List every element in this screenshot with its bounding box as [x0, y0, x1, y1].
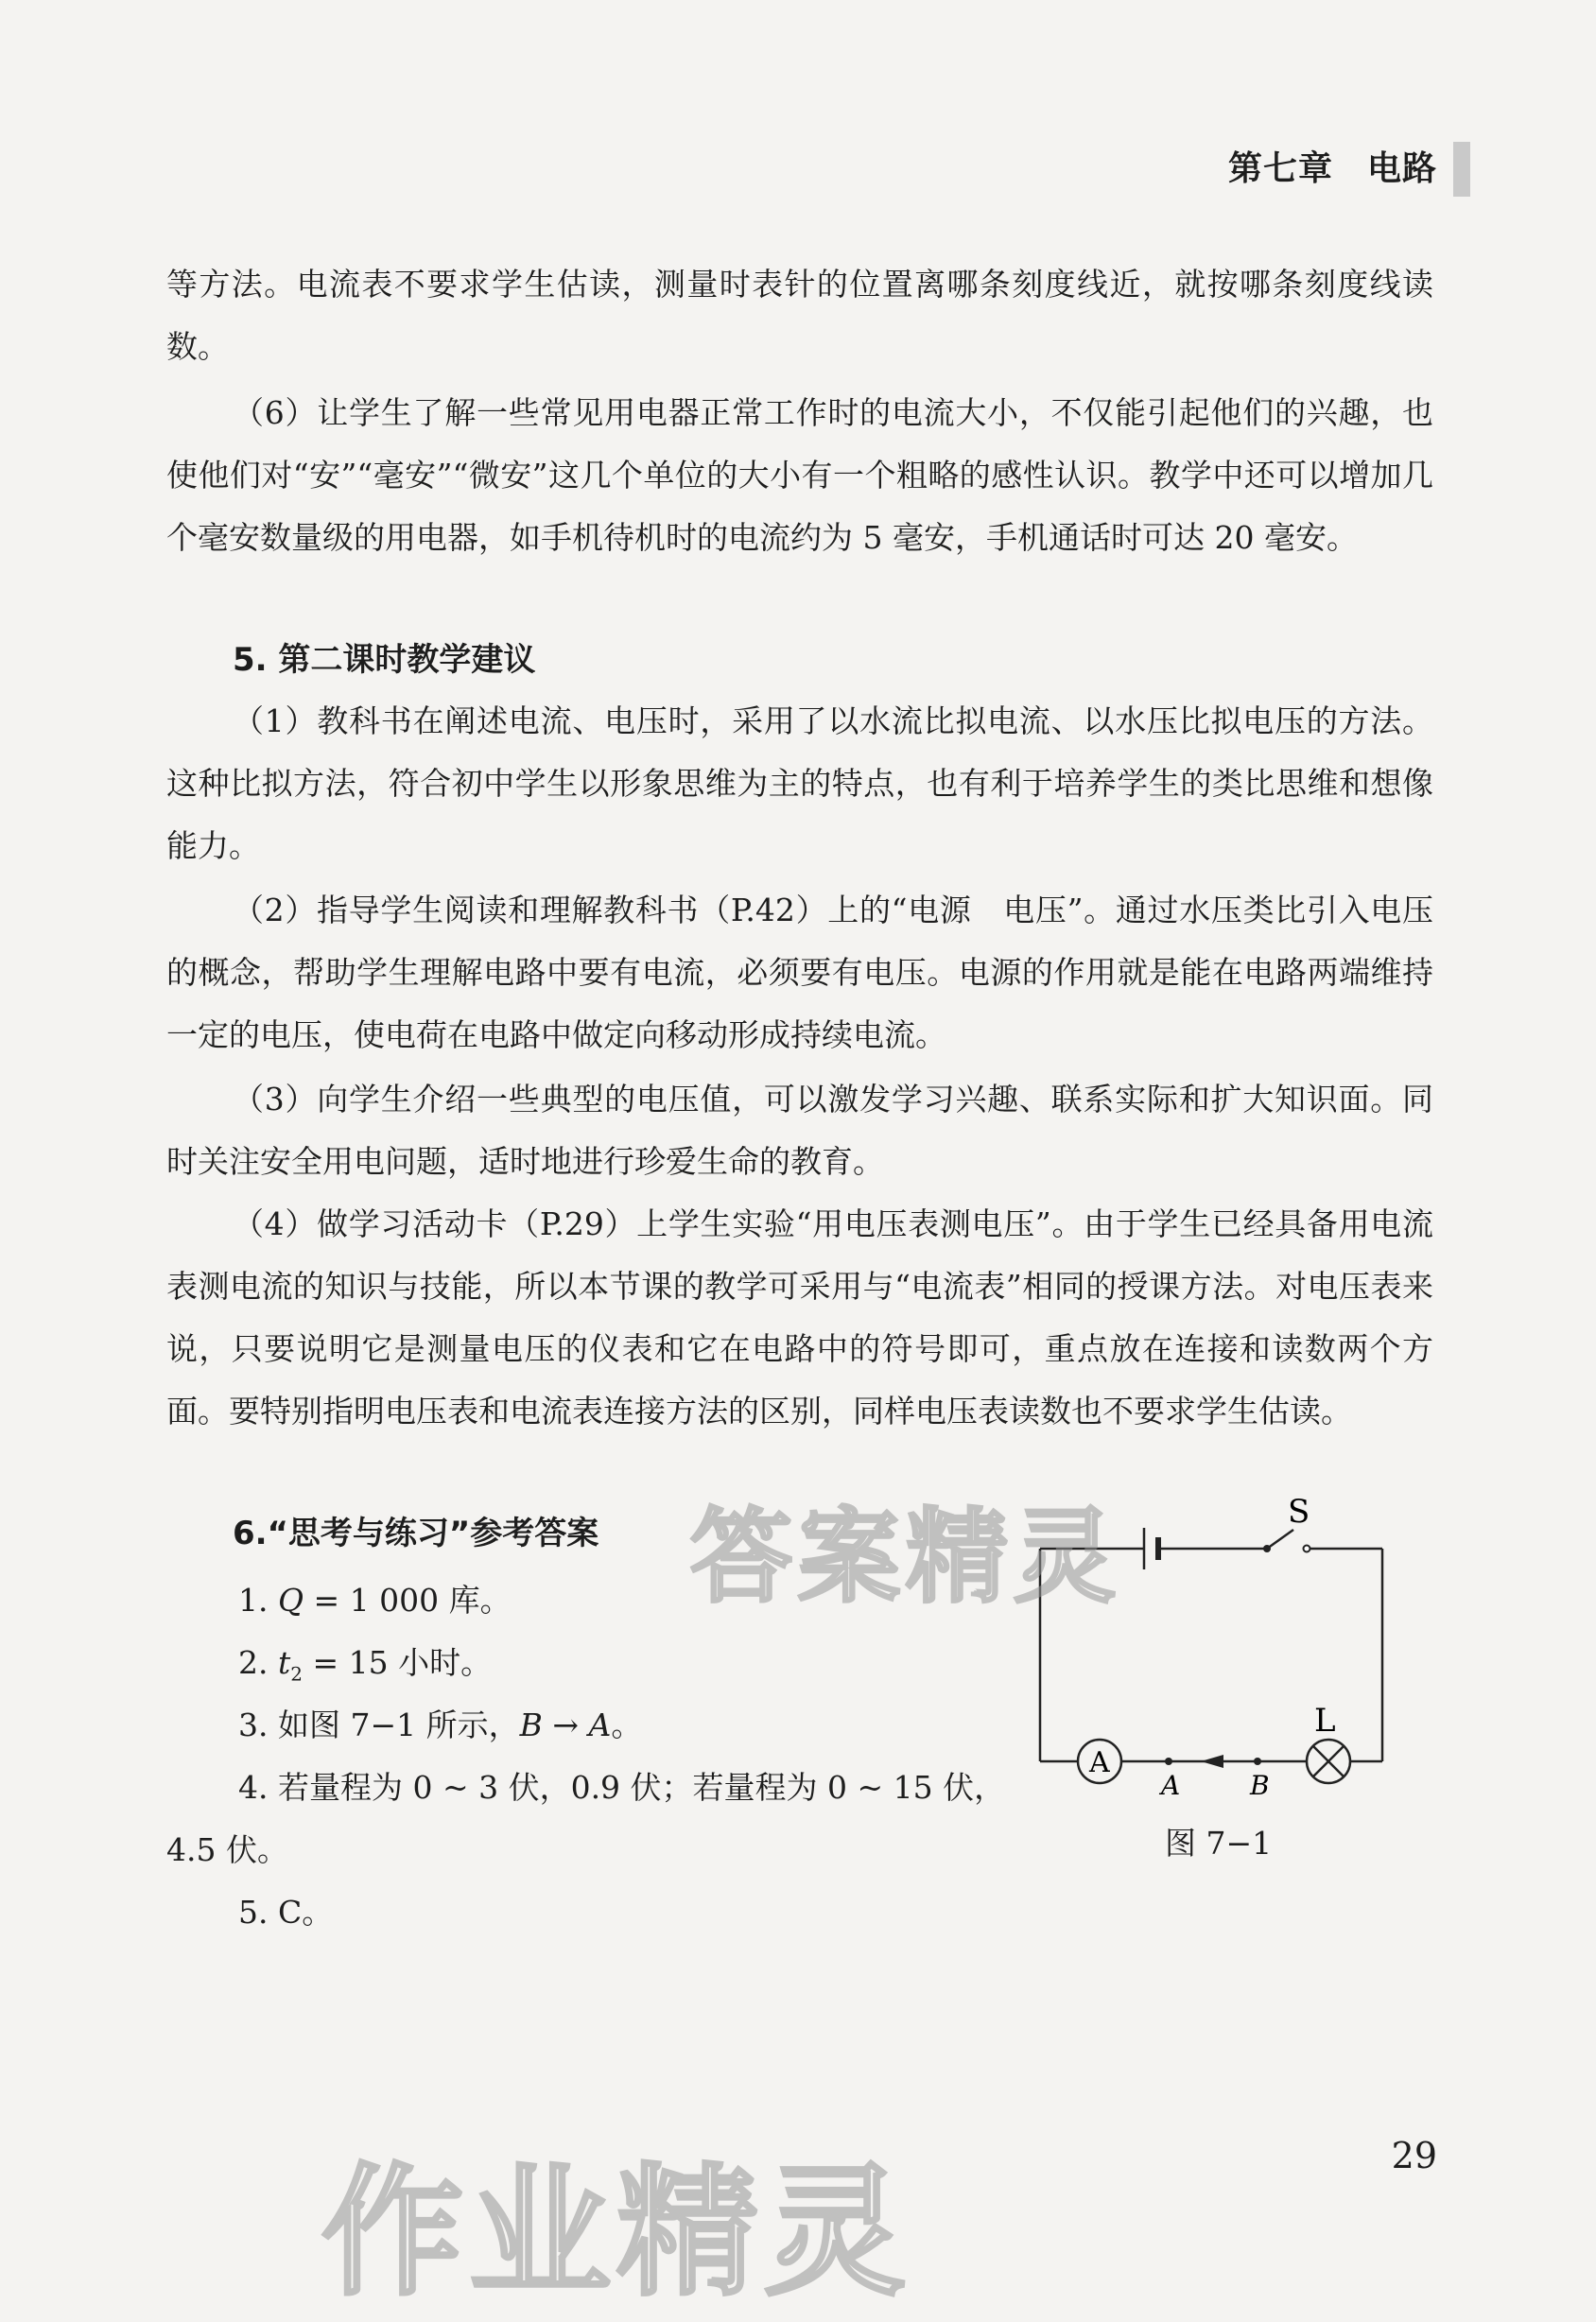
- ammeter-label: A: [1089, 1746, 1110, 1779]
- watermark-bottom: 作业精灵: [321, 2151, 912, 2315]
- switch-contact: [1304, 1546, 1310, 1552]
- lamp-label: L: [1314, 1702, 1336, 1740]
- page-number: 29: [1391, 2135, 1437, 2176]
- chapter-title: 电路: [1366, 149, 1437, 188]
- switch-blade: [1267, 1530, 1293, 1549]
- header-tab-bar: [1453, 142, 1470, 197]
- watermark-top: 答案精灵: [690, 1499, 1122, 1617]
- chapter-header: [1228, 142, 1437, 190]
- paragraph-item-6: （6）让学生了解一些常见用电器正常工作时的电流大小，不仅能引起他们的兴趣，也使他们对“安”“毫安”“微安”这几个单位的大小有一个粗略的感性认识。教学中还可以增加几个毫安数量级的用电器，如手机待机时的电流约为 5 毫安，手机通话时可达 20 毫安。: [166, 394, 1433, 556]
- switch-label: S: [1288, 1493, 1310, 1531]
- section-heading-5: 5. 第二课时教学建议: [233, 641, 536, 679]
- paragraph-lesson2-item-4: （4）做学习活动卡（P.29）上学生实验“用电压表测电压”。由于学生已经具备用电流表测电流的知识与技能，所以本节课的教学可采用与“电流表”相同的授课方法。对电压表来说，只要说明它是测量电压的仪表和它在电路中的符号即可，重点放在连接和读数两个方面。要特别指明电压表和电流表连接方法的区别，同样电压表读数也不要求学生估读。: [166, 1205, 1433, 1430]
- answer-1: 1. Q = 1 000 库。: [238, 1582, 512, 1619]
- paragraph-lesson2-item-3: （3）向学生介绍一些典型的电压值，可以激发学习兴趣、联系实际和扩大知识面。同时关注安全用电问题，适时地进行珍爱生命的教育。: [166, 1081, 1433, 1180]
- chapter-number: 第七章: [1227, 149, 1333, 188]
- point-b-label: B: [1250, 1770, 1270, 1801]
- point-a-label: A: [1161, 1770, 1181, 1801]
- section-heading-6: 6.“思考与练习”参考答案: [233, 1515, 599, 1552]
- paragraph-lesson2-item-2: （2）指导学生阅读和理解教科书（P.42）上的“电源 电压”。通过水压类比引入电压的概念，帮助学生理解电路中要有电流，必须要有电压。电源的作用就是能在电路两端维持一定的电压，使电荷在电路中做定向移动形成持续电流。: [166, 892, 1433, 1053]
- answer-4: 4. 若量程为 0 ~ 3 伏，0.9 伏；若量程为 0 ~ 15 伏，4.5 伏。: [166, 1769, 1006, 1868]
- answer-2: 2. $t_2 = 15$ 小时。: [238, 1644, 493, 1686]
- paragraph-continuation: 等方法。电流表不要求学生估读，测量时表针的位置离哪条刻度线近，就按哪条刻度线读数。: [166, 266, 1433, 365]
- point-a-dot: [1165, 1758, 1172, 1765]
- current-arrow: [1201, 1755, 1223, 1768]
- switch-pivot: [1263, 1545, 1271, 1552]
- point-b-dot: [1254, 1758, 1261, 1765]
- answer-5: 5. C。: [238, 1894, 334, 1931]
- figure-caption: 图 7−1: [1165, 1825, 1273, 1862]
- paragraph-lesson2-item-1: （1）教科书在阐述电流、电压时，采用了以水流比拟电流、以水压比拟电压的方法。这种比拟方法，符合初中学生以形象思维为主的特点，也有利于培养学生的类比思维和想像能力。: [166, 702, 1433, 864]
- answer-3: 3. 如图 7−1 所示，B → A。: [238, 1707, 643, 1743]
